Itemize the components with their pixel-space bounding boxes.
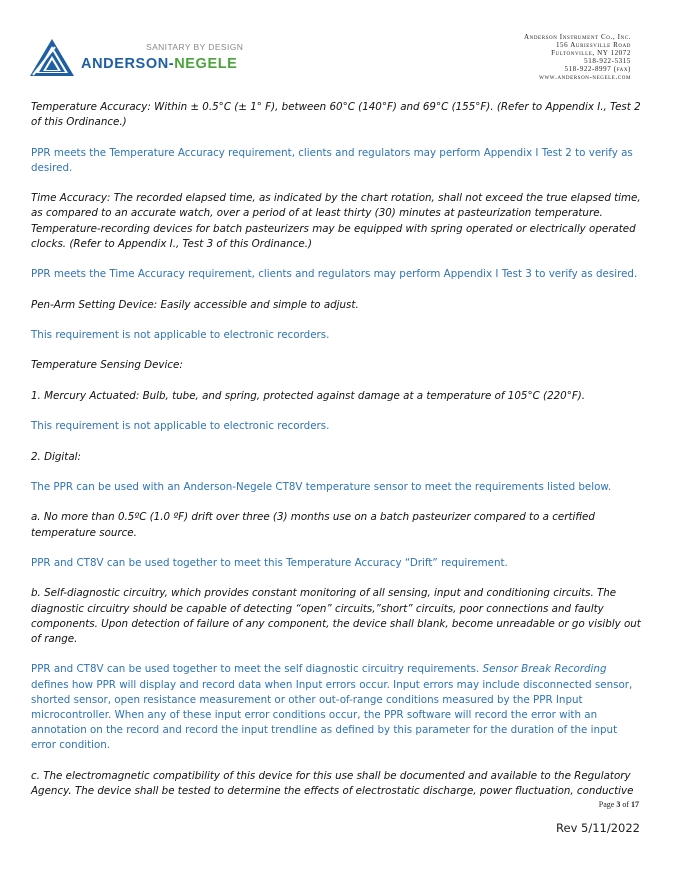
response-text: PPR and CT8V can be used together to meet the self diagnostic circuitry requirements. <box>31 663 483 676</box>
company-address <box>524 33 631 82</box>
brand-name-part2: NEGELE <box>174 56 238 72</box>
document-body <box>31 100 641 814</box>
address-line: 518-922-5315 <box>584 57 631 66</box>
address-line: 518-922-8997 (fax) <box>564 65 631 74</box>
response-paragraph <box>31 662 641 753</box>
letterhead <box>0 0 680 95</box>
tagline: SANITARY BY DESIGN <box>146 42 244 52</box>
requirement-paragraph: Temperature Accuracy: Within ± 0.5°C (± 1° F), between 60°C (140°F) and 69°C (155°F). (Refer to Appendix I., Test 2 of this Ordinance.) <box>31 101 641 129</box>
address-line: 156 Auriesville Road <box>555 41 631 50</box>
brand-name-part1: ANDERSON- <box>81 56 175 72</box>
requirement-paragraph: a. No more than 0.5ºC (1.0 ºF) drift over three (3) months use on a batch pasteurizer compared to a certified temperature source. <box>31 511 595 539</box>
requirement-paragraph: c. The electromagnetic compatibility of this device for this use shall be documented and available to the Regulatory Agency. The device shall be tested to determine the effects of electrostatic discharge, power fluctuation, conductive <box>31 769 634 797</box>
parameter-name: Sensor Break Recording <box>482 663 607 676</box>
requirement-paragraph: b. Self-diagnostic circuitry, which provides constant monitoring of all sensing, input and conditioning circuits. The diagnostic circuitry should be capable of detecting “open” circuits,”short” circuits, poor connections and faulty components. Upon detection of failure of any component, the device shall blank, become unreadable or go visibly out of range. <box>31 587 641 645</box>
revision-date: Rev 5/11/2022 <box>556 821 640 835</box>
response-paragraph: The PPR can be used with an Anderson-Negele CT8V temperature sensor to meet the requirements listed below. <box>31 480 612 493</box>
page-of: of <box>620 800 631 809</box>
page-number <box>599 800 639 809</box>
address-line: Fultonville, NY 12072 <box>551 49 631 58</box>
response-text: defines how PPR will display and record data when Input errors occur. Input errors may include disconnected sensor, shorted sensor, open resistance measurement or other out-of-range conditions measured by the PPR Input microcontroller. When any of these input error conditions occur, the PPR software will record the error with an annotation on the record and record the input trendline as defined by this parameter for the duration of the input error condition. <box>31 678 633 752</box>
requirement-paragraph: Pen-Arm Setting Device: Easily accessible and simple to adjust. <box>31 298 359 311</box>
response-paragraph: This requirement is not applicable to electronic recorders. <box>31 420 330 433</box>
requirement-paragraph: 2. Digital: <box>31 450 81 463</box>
brand-name <box>81 56 237 72</box>
address-line: www.anderson-negele.com <box>539 73 631 82</box>
response-paragraph: PPR meets the Time Accuracy requirement, clients and regulators may perform Appendix I Test 3 to verify as desired. <box>31 268 638 281</box>
address-line: Anderson Instrument Co., Inc. <box>523 33 631 41</box>
requirement-paragraph: Time Accuracy: The recorded elapsed time, as indicated by the chart rotation, shall not exceed the true elapsed time, as compared to an accurate watch, over a period of at least thirty (30) minutes at pasteurization temperature. Temperature-recording devices for batch pasteurizers may be equipped with spring operated or electrically operated clocks. (Refer to Appendix I., Test 3 of this Ordinance.) <box>31 192 641 250</box>
page-label: Page <box>598 800 617 809</box>
requirement-paragraph: Temperature Sensing Device: <box>31 359 183 372</box>
requirement-paragraph: 1. Mercury Actuated: Bulb, tube, and spring, protected against damage at a temperature of 105°C (220°F). <box>31 389 586 402</box>
page-current: 3 <box>616 800 621 809</box>
response-paragraph: PPR and CT8V can be used together to meet this Temperature Accuracy “Drift” requirement. <box>31 556 508 569</box>
page-total: 17 <box>631 800 639 809</box>
response-paragraph: This requirement is not applicable to electronic recorders. <box>31 328 330 341</box>
anderson-negele-logo-icon <box>29 38 75 78</box>
response-paragraph: PPR meets the Temperature Accuracy requirement, clients and regulators may perform Appendix I Test 2 to verify as desired. <box>31 146 633 174</box>
